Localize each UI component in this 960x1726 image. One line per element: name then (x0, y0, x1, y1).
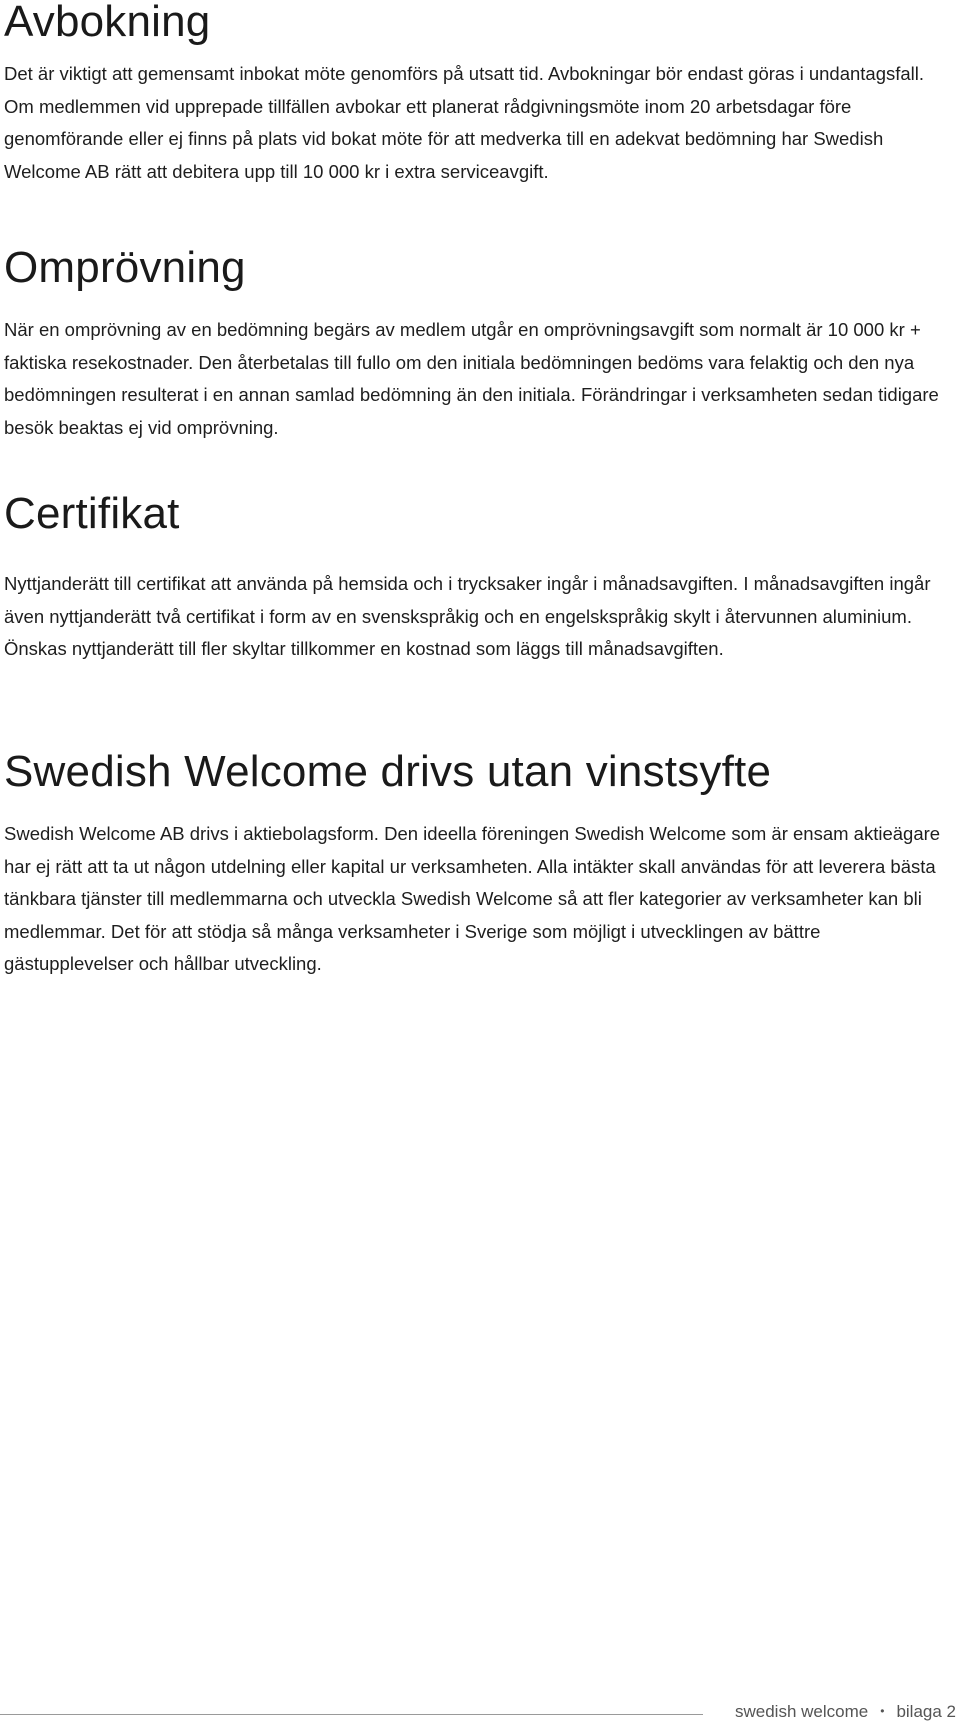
footer-divider (0, 1714, 703, 1715)
footer-brand: swedish welcome (735, 1702, 869, 1721)
paragraph-vinstsyfte: Swedish Welcome AB drivs i aktiebolagsform. Den ideella föreningen Swedish Welcome som är ensam aktieägare har ej rätt att ta ut någon utdelning eller kapital ur verksamheten. Alla intäkter skall användas för att leverera bästa tänkbara tjänster till medlemmarna och utveckla Swedish Welcome så att fler kategorier av verksamheter kan bli medlemmar. Det för att stödja så många verksamheter i Sverige som möjligt i utvecklingen av bättre gästupplevelser och hållbar utveckling. (4, 823, 941, 974)
footer-page-label: bilaga 2 (896, 1702, 956, 1721)
section-vinstsyfte (4, 746, 948, 981)
paragraph-certifikat: Nyttjanderätt till certifikat att använda på hemsida och i trycksaker ingår i månadsavgiften. I månadsavgiften ingår även nyttjanderätt två certifikat i form av en svenskspråkig och en engelskspråkig skylt i återvunnen aluminium. Önskas nyttjanderätt till fler skyltar tillkommer en kostnad som läggs till månadsavgiften. (4, 573, 931, 659)
heading-avbokning: Avbokning (4, 0, 211, 46)
paragraph-omprovning: När en omprövning av en bedömning begärs av medlem utgår en omprövningsavgift som normalt är 10 000 kr + faktiska resekostnader. Den återbetalas till fullo om den initiala bedömningen bedöms vara felaktig och den nya bedömningen resulterat i en annan samlad bedömning än den initiala. Förändringar i verksamheten sedan tidigare besök beaktas ej vid omprövning. (4, 319, 939, 438)
heading-vinstsyfte: Swedish Welcome drivs utan vinstsyfte (4, 747, 772, 796)
section-omprovning (4, 242, 948, 444)
section-certifikat (4, 488, 948, 666)
section-avbokning (4, 0, 948, 188)
heading-certifikat: Certifikat (4, 489, 180, 538)
footer-separator: • (880, 1704, 885, 1718)
page-footer (735, 1700, 956, 1723)
paragraph-avbokning: Det är viktigt att gemensamt inbokat möte genomförs på utsatt tid. Avbokningar bör endast göras i undantagsfall. Om medlemmen vid upprepade tillfällen avbokar ett planerat rådgivningsmöte inom 20 arbetsdagar före genomförande eller ej finns på plats vid bokat möte för att medverka till en adekvat bedömning har Swedish Welcome AB rätt att debitera upp till 10 000 kr i extra serviceavgift. (4, 63, 925, 182)
heading-omprovning: Omprövning (4, 243, 246, 292)
